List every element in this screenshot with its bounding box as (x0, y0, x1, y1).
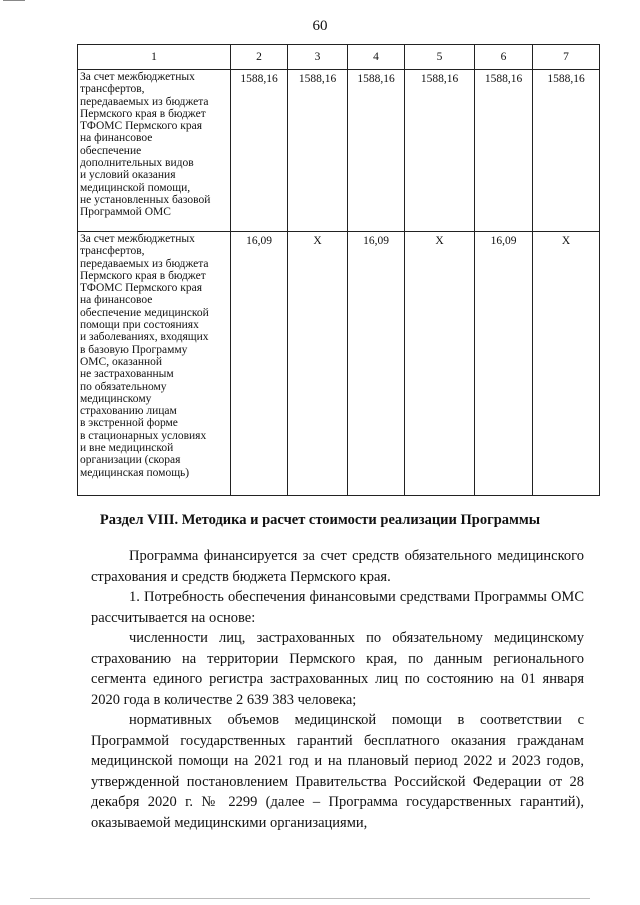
value-cell: 1588,16 (231, 70, 288, 232)
section-heading: Раздел VIII. Методика и расчет стоимости реализации Программы (99, 512, 541, 528)
row-label-line: не установленных базовой (80, 193, 211, 206)
column-header: 5 (405, 45, 475, 70)
row-label-line: и условий оказания (80, 169, 176, 182)
scan-edge-mark (3, 0, 25, 7)
row-label-line: медицинской помощи, (80, 181, 191, 194)
row-label-line: медицинская помощь) (80, 466, 190, 479)
paragraph: нормативных объемов медицинской помощи в соответствии с Программой государственных гарантий бесплатного оказания гражданам медицинской помощи на 2021 год и на плановый период 2022 и 2023 годов, утвержденной постановлением Правительства Российской Федерации от 28 декабря 2020 г. № 2299 (далее – Программа государственных гарантий), оказываемой медицинскими организациями, (91, 712, 584, 831)
table-row (78, 232, 600, 496)
value-cell: X (405, 232, 475, 496)
row-label-line: ТФОМС Пермского края (80, 282, 202, 295)
row-label-line: обеспечение медицинской (80, 306, 209, 319)
row-label-line: дополнительных видов (80, 157, 194, 170)
page-number: 60 (312, 18, 328, 34)
paragraph: 1. Потребность обеспечения финансовыми средствами Программы ОМС рассчитывается на основе: (91, 589, 584, 626)
financing-table (77, 44, 600, 496)
row-label-line: в базовую Программу (80, 343, 188, 356)
row-label-line: в стационарных условиях (80, 429, 207, 442)
row-label-line: помощи при состояниях (80, 319, 199, 332)
row-label-line: Пермского края в бюджет (80, 269, 206, 282)
value-cell: 1588,16 (405, 70, 475, 232)
row-label-line: в экстренной форме (80, 417, 178, 430)
paragraph: численности лиц, застрахованных по обязательному медицинскому страхованию на территории Пермского края, по данным регионального сегмента единого регистра застрахованных лиц по состоянию на 01 января 2020 года в количестве 2 639 383 человека; (91, 630, 584, 708)
row-label-line: передаваемых из бюджета (80, 257, 209, 270)
column-header: 3 (288, 45, 348, 70)
scan-bottom-edge (30, 898, 590, 899)
column-header: 6 (475, 45, 533, 70)
paragraph: Программа финансируется за счет средств обязательного медицинского страхования и средств бюджета Пермского края. (91, 548, 584, 585)
row-label-line: организации (скорая (80, 454, 181, 467)
row-label-line: трансфертов, (80, 83, 145, 96)
column-header: 7 (533, 45, 600, 70)
row-label-line: не застрахованным (80, 368, 174, 381)
value-cell: 1588,16 (533, 70, 600, 232)
row-label-line: на финансовое (80, 294, 153, 307)
value-cell: 16,09 (475, 232, 533, 496)
body-text (91, 546, 584, 833)
row-label-line: Программой ОМС (80, 206, 171, 219)
column-header: 4 (348, 45, 405, 70)
row-label-line: страхованию лицам (80, 405, 177, 418)
value-cell: X (533, 232, 600, 496)
row-label-line: обеспечение (80, 144, 142, 157)
value-cell: 16,09 (231, 232, 288, 496)
value-cell: 1588,16 (348, 70, 405, 232)
table-header-row (78, 45, 600, 70)
row-label-line: медицинскому (80, 392, 152, 405)
column-header: 1 (78, 45, 231, 70)
row-label-line: трансфертов, (80, 245, 145, 258)
row-label-line: За счет межбюджетных (80, 233, 195, 245)
row-label-line: на финансовое (80, 132, 153, 145)
value-cell: 1588,16 (288, 70, 348, 232)
value-cell: 16,09 (348, 232, 405, 496)
table-row (78, 70, 600, 232)
row-label-cell (78, 70, 231, 232)
row-label-cell (78, 232, 231, 496)
row-label-line: передаваемых из бюджета (80, 95, 209, 108)
row-label-line: ОМС, оказанной (80, 355, 163, 368)
value-cell: 1588,16 (475, 70, 533, 232)
row-label-line: и вне медицинской (80, 442, 174, 455)
row-label-line: За счет межбюджетных (80, 71, 195, 83)
column-header: 2 (231, 45, 288, 70)
value-cell: X (288, 232, 348, 496)
row-label-line: Пермского края в бюджет (80, 107, 206, 120)
row-label-line: ТФОМС Пермского края (80, 120, 202, 133)
row-label-line: и заболеваниях, входящих (80, 331, 209, 344)
row-label-line: по обязательному (80, 380, 167, 393)
